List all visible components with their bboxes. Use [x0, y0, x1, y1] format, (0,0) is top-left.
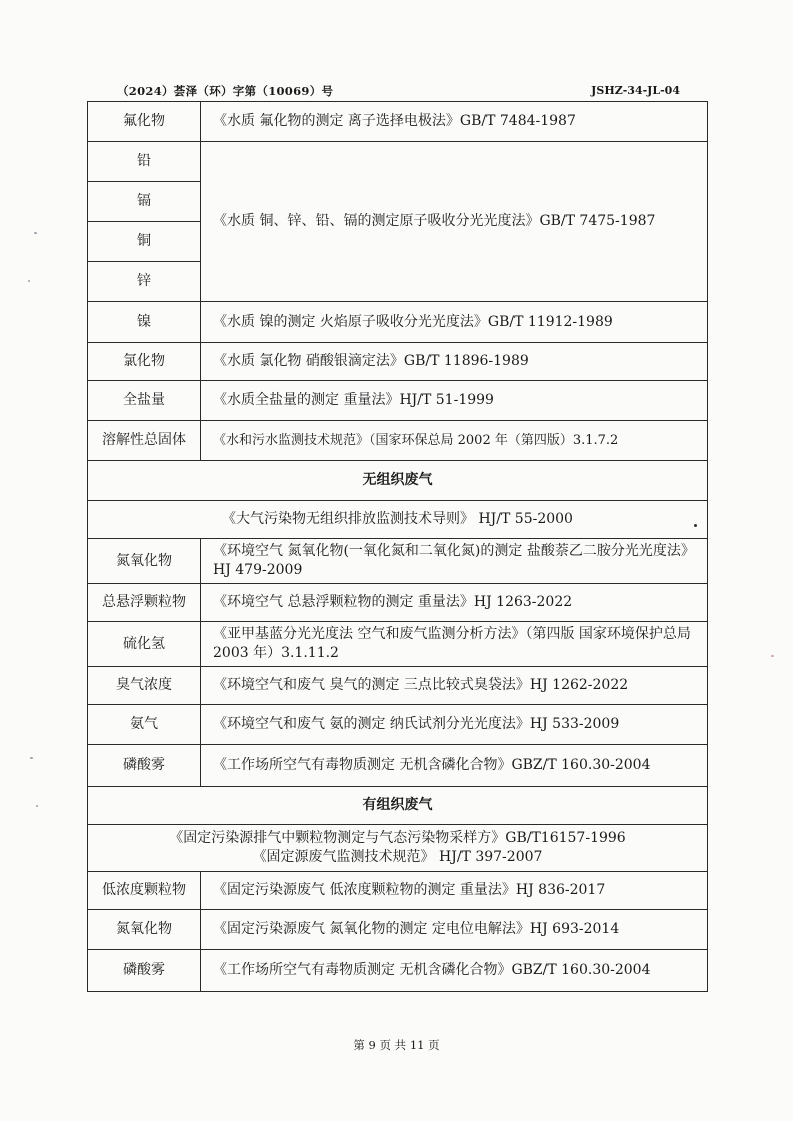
table-row — [88, 910, 708, 950]
item-cell: 铅 — [88, 142, 201, 182]
form-code: JSHZ-34-JL-04 — [591, 84, 680, 97]
table-row — [88, 745, 708, 787]
table-row — [88, 302, 708, 343]
method-cell: 《水质 镍的测定 火焰原子吸收分光光度法》GB/T 11912-1989 — [201, 302, 708, 343]
item-cell: 臭气浓度 — [88, 667, 201, 705]
method-cell: 《固定污染源废气 氮氧化物的测定 定电位电解法》HJ 693-2014 — [201, 910, 708, 950]
general-method-line: 《固定污染源排气中颗粒物测定与气态污染物采样方》GB/T16157-1996 — [169, 830, 626, 846]
item-cell: 氮氧化物 — [88, 539, 201, 584]
item-cell: 镉 — [88, 182, 201, 222]
general-method-cell — [88, 825, 708, 872]
method-cell: 《水和污水监测技术规范》（国家环保总局 2002 年（第四版）3.1.7.2 — [201, 421, 708, 461]
section-row — [88, 461, 708, 501]
method-cell: 《工作场所空气有毒物质测定 无机含磷化合物》GBZ/T 160.30-2004 — [201, 950, 708, 992]
method-cell: 《亚甲基蓝分光光度法 空气和废气监测分析方法》（第四版 国家环境保护总局 2003 年）3.1.11.2 — [201, 622, 708, 667]
table-row — [88, 825, 708, 872]
table-row — [88, 872, 708, 910]
method-cell: 《水质全盐量的测定 重量法》HJ/T 51-1999 — [201, 381, 708, 421]
table-row — [88, 501, 708, 539]
table-row — [88, 705, 708, 745]
table-row — [88, 102, 708, 142]
scan-speck — [34, 232, 37, 234]
item-cell: 磷酸雾 — [88, 950, 201, 992]
item-cell: 镍 — [88, 302, 201, 343]
method-cell: 《环境空气 氮氧化物(一氧化氮和二氧化氮)的测定 盐酸萘乙二胺分光光度法》HJ 479-2009 — [201, 539, 708, 584]
item-cell: 磷酸雾 — [88, 745, 201, 787]
table-row — [88, 622, 708, 667]
section-row — [88, 787, 708, 825]
method-cell: 《固定污染源废气 低浓度颗粒物的测定 重量法》HJ 836-2017 — [201, 872, 708, 910]
scan-speck — [28, 280, 30, 282]
item-cell: 氨气 — [88, 705, 201, 745]
scan-speck — [36, 805, 38, 807]
item-cell: 铜 — [88, 222, 201, 262]
page-number: 第 9 页 共 11 页 — [353, 1038, 440, 1052]
scan-speck — [771, 655, 774, 657]
table-row — [88, 584, 708, 622]
item-cell: 氮氧化物 — [88, 910, 201, 950]
table-row — [88, 381, 708, 421]
general-method-cell: 《大气污染物无组织排放监测技术导则》 HJ/T 55-2000 — [88, 501, 708, 539]
item-cell: 氯化物 — [88, 343, 201, 381]
method-table — [87, 101, 708, 992]
item-cell: 锌 — [88, 262, 201, 302]
heavy-metals-method-cell: 《水质 铜、锌、铅、镉的测定原子吸收分光光度法》GB/T 7475-1987 — [201, 142, 708, 302]
scan-speck — [30, 757, 33, 759]
item-cell: 总悬浮颗粒物 — [88, 584, 201, 622]
table-row — [88, 142, 708, 182]
item-cell: 全盐量 — [88, 381, 201, 421]
table-row — [88, 421, 708, 461]
general-method-line: 《固定源废气监测技术规范》 HJ/T 397-2007 — [252, 849, 543, 865]
method-cell: 《环境空气 总悬浮颗粒物的测定 重量法》HJ 1263-2022 — [201, 584, 708, 622]
section-title-unorganized: 无组织废气 — [88, 461, 708, 501]
table-row — [88, 950, 708, 992]
section-title-organized: 有组织废气 — [88, 787, 708, 825]
table-row — [88, 539, 708, 584]
method-cell: 《环境空气和废气 氨的测定 纳氏试剂分光光度法》HJ 533-2009 — [201, 705, 708, 745]
method-cell: 《水质 氯化物 硝酸银滴定法》GB/T 11896-1989 — [201, 343, 708, 381]
item-cell: 溶解性总固体 — [88, 421, 201, 461]
method-cell: 《环境空气和废气 臭气的测定 三点比较式臭袋法》HJ 1262-2022 — [201, 667, 708, 705]
table-row — [88, 343, 708, 381]
item-cell: 硫化氢 — [88, 622, 201, 667]
report-number: （2024）荟泽（环）字第（10069）号 — [117, 84, 334, 98]
item-cell: 氟化物 — [88, 102, 201, 142]
scan-speck — [694, 524, 697, 527]
table-row — [88, 667, 708, 705]
item-cell: 低浓度颗粒物 — [88, 872, 201, 910]
method-cell: 《工作场所空气有毒物质测定 无机含磷化合物》GBZ/T 160.30-2004 — [201, 745, 708, 787]
method-cell: 《水质 氟化物的测定 离子选择电极法》GB/T 7484-1987 — [201, 102, 708, 142]
